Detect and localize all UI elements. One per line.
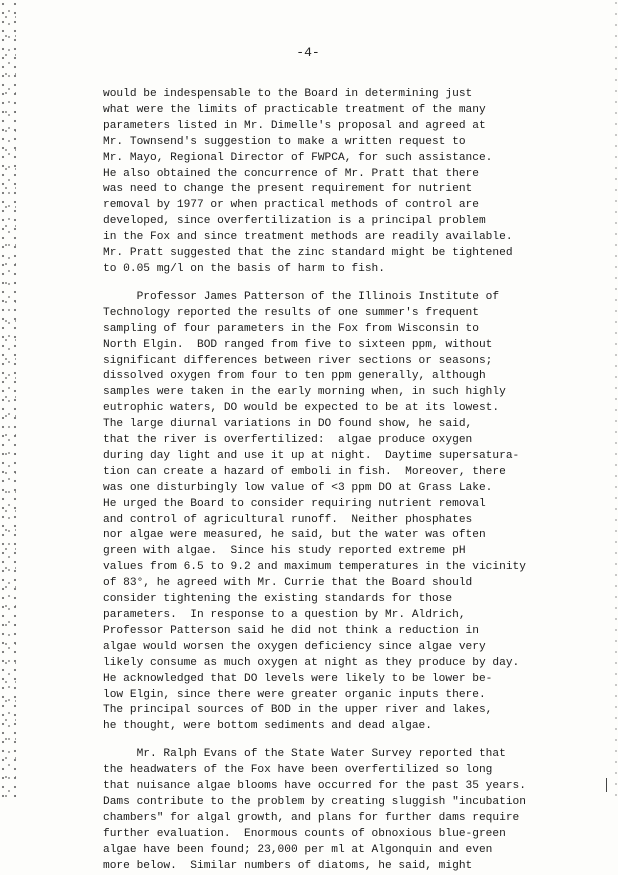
text-line: He acknowledged that DO levels were likely to be lower be- xyxy=(103,672,493,685)
text-line: The principal sources of BOD in the upper river and lakes, xyxy=(103,704,493,717)
paragraph-3 xyxy=(103,747,543,874)
text-line: more below. Similar numbers of diatoms, he said, might xyxy=(103,859,473,872)
text-line: Professor James Patterson of the Illinois Institute of xyxy=(103,290,500,303)
paragraph-1 xyxy=(103,87,543,278)
text-line: was need to change the present requirement for nutrient xyxy=(103,183,473,196)
text-line: in the Fox and since treatment methods are readily available. xyxy=(103,231,513,244)
text-line: Mr. Pratt suggested that the zinc standard might be tightened xyxy=(103,247,513,260)
text-line: parameters. In response to a question by Mr. Aldrich, xyxy=(103,609,466,621)
text-line: algae would worsen the oxygen deficiency since algae very xyxy=(103,640,486,653)
scan-edge-noise-left xyxy=(0,0,16,800)
text-line: eutrophic waters, DO would be expected to be at its lowest. xyxy=(103,402,500,415)
text-line: sampling of four parameters in the Fox from Wisconsin to xyxy=(103,322,479,335)
scan-edge-noise-right xyxy=(614,0,618,800)
text-line: Mr. Ralph Evans of the State Water Survey reported that xyxy=(103,748,506,761)
text-line: during day light and use it up at night. Daytime supersatura- xyxy=(103,449,520,462)
text-line: North Elgin. BOD ranged from five to sixteen ppm, without xyxy=(103,338,493,351)
body-text xyxy=(103,87,543,875)
text-line: Mr. Townsend's suggestion to make a written request to xyxy=(103,135,466,148)
text-line: Technology reported the results of one summer's frequent xyxy=(103,306,479,319)
text-line: samples were taken in the early morning when, in such highly xyxy=(103,386,506,399)
text-line: likely consume as much oxygen at night as they produce by day. xyxy=(103,656,520,669)
text-line: Dams contribute to the problem by creating sluggish "incubation xyxy=(103,795,526,808)
text-line: further evaluation. Enormous counts of obnoxious blue-green xyxy=(103,827,506,840)
text-line: that nuisance algae blooms have occurred for the past 35 years. xyxy=(103,780,526,793)
text-line: the headwaters of the Fox have been overfertilized so long xyxy=(103,764,493,777)
text-line: what were the limits of practicable treatment of the many xyxy=(103,103,486,116)
text-line: algae have been found; 23,000 per ml at Algonquin and even xyxy=(103,843,493,856)
text-line: Mr. Mayo, Regional Director of FWPCA, for such assistance. xyxy=(103,151,493,164)
text-line: consider tightening the existing standards for those xyxy=(103,593,453,606)
text-line: He also obtained the concurrence of Mr. Pratt that there xyxy=(103,167,479,180)
margin-mark xyxy=(606,778,613,792)
text-line: tion can create a hazard of emboli in fish. Moreover, there xyxy=(103,465,506,478)
text-line: was one disturbingly low value of <3 ppm DO at Grass Lake. xyxy=(103,481,493,494)
text-line: green with algae. Since his study reported extreme pH xyxy=(103,545,466,558)
text-line: would be indespensable to the Board in determining just xyxy=(103,88,473,100)
text-line: he thought, were bottom sediments and dead algae. xyxy=(103,720,432,733)
text-line: nor algae were measured, he said, but the water was often xyxy=(103,529,486,542)
text-line: and control of agricultural runoff. Neither phosphates xyxy=(103,513,473,526)
page-number: -4- xyxy=(296,45,320,60)
text-line: parameters listed in Mr. Dimelle's proposal and agreed at xyxy=(103,119,486,132)
text-line: significant differences between river sections or seasons; xyxy=(103,354,493,367)
text-line: that the river is overfertilized: algae produce oxygen xyxy=(103,434,473,447)
text-line: Professor Patterson said he did not think a reduction in xyxy=(103,624,479,637)
text-line: low Elgin, since there were greater organic inputs there. xyxy=(103,688,486,701)
text-line: of 83°, he agreed with Mr. Currie that the Board should xyxy=(103,577,473,590)
text-line: chambers" for algal growth, and plans for further dams require xyxy=(103,811,520,824)
text-line: dissolved oxygen from four to ten ppm generally, although xyxy=(103,370,486,383)
text-line: The large diurnal variations in DO found show, he said, xyxy=(103,418,473,431)
paragraph-2 xyxy=(103,290,543,735)
text-line: to 0.05 mg/l on the basis of harm to fish. xyxy=(103,262,385,275)
text-line: He urged the Board to consider requiring nutrient removal xyxy=(103,497,486,510)
text-line: developed, since overfertilization is a principal problem xyxy=(103,215,486,228)
text-line: removal by 1977 or when practical methods of control are xyxy=(103,199,479,212)
text-line: values from 6.5 to 9.2 and maximum temperatures in the vicinity xyxy=(103,561,526,574)
